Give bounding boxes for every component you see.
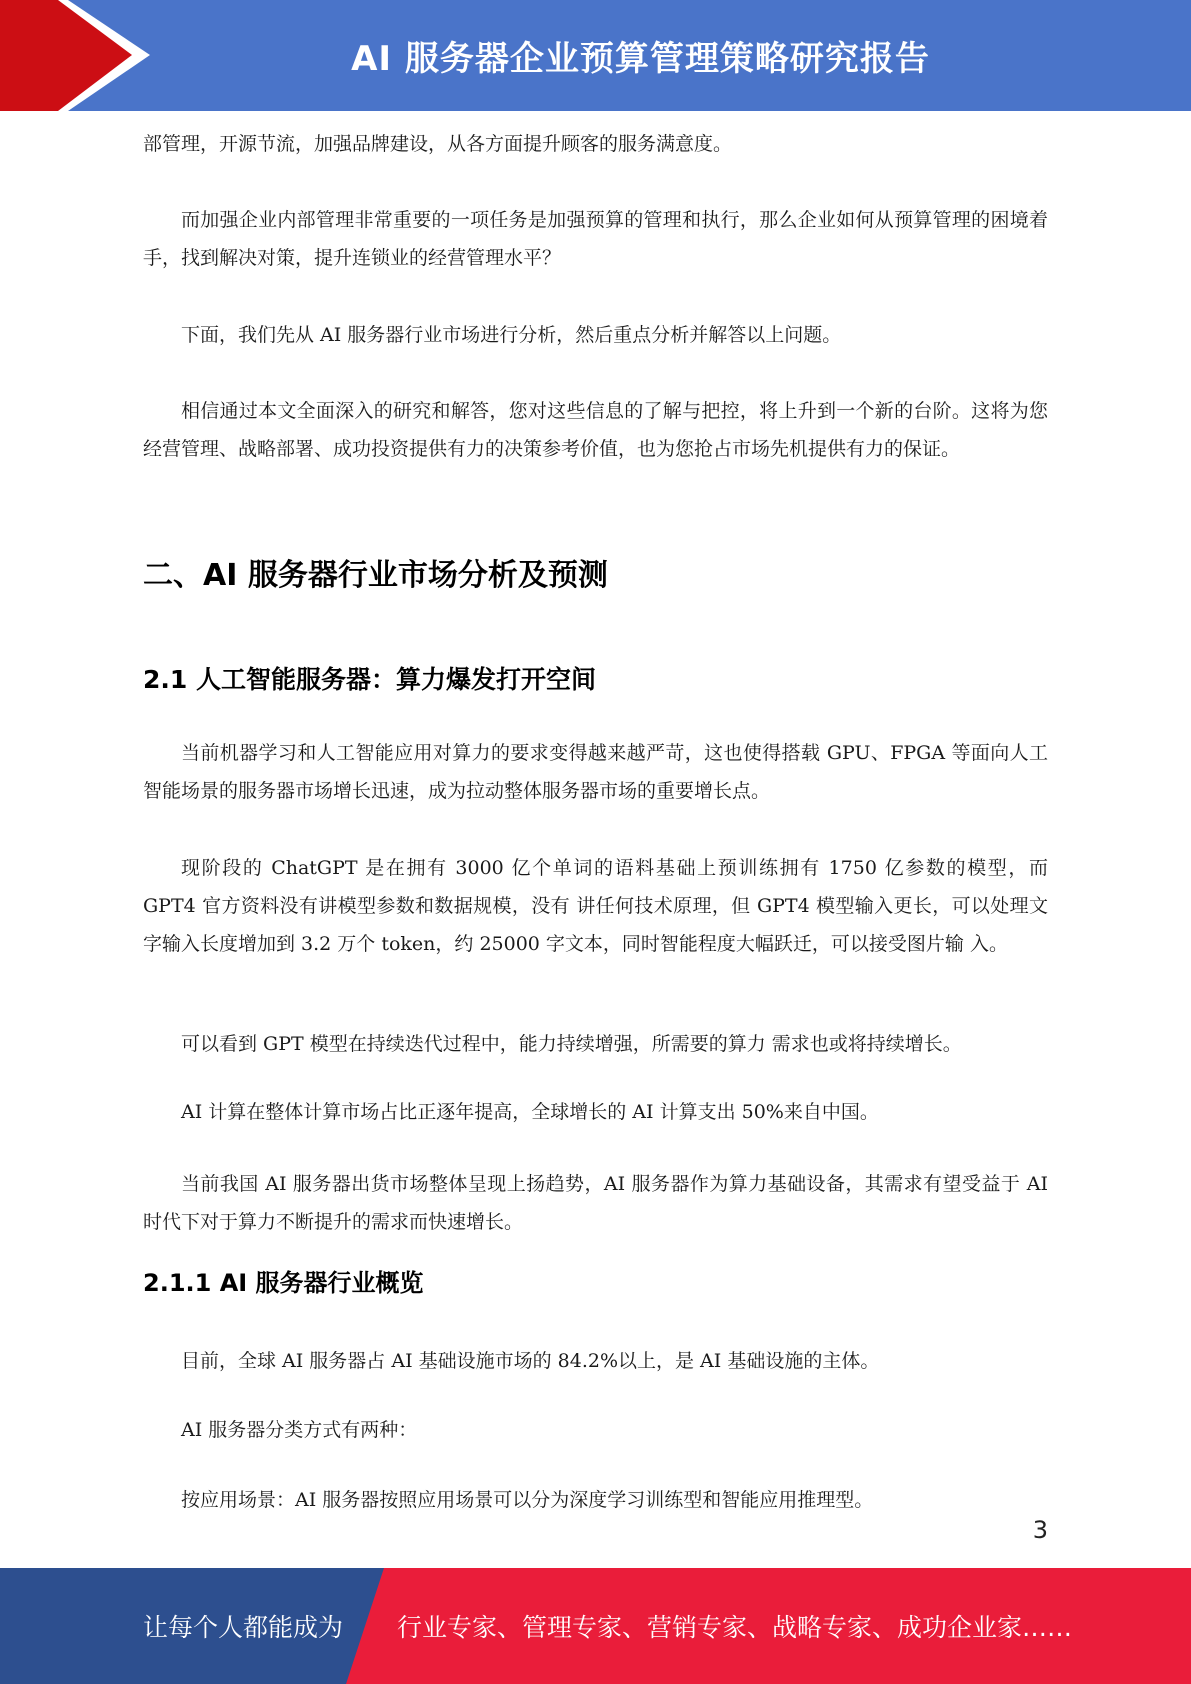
subsubsection-heading: 2.1.1 AI 服务器行业概览 xyxy=(143,1269,424,1297)
paragraph: AI 计算在整体计算市场占比正逐年提高，全球增长的 AI 计算支出 50%来自中国。 xyxy=(181,1101,879,1123)
page-number: 3 xyxy=(1032,1516,1048,1544)
section-heading: 二、AI 服务器行业市场分析及预测 xyxy=(143,558,608,593)
page-header xyxy=(0,0,1191,111)
paragraph: 按应用场景：AI 服务器按照应用场景可以分为深度学习训练型和智能应用推理型。 xyxy=(181,1489,874,1511)
paragraph: 目前，全球 AI 服务器占 AI 基础设施市场的 84.2%以上，是 AI 基础设施的主体。 xyxy=(181,1350,880,1372)
subsection-heading: 2.1 人工智能服务器：算力爆发打开空间 xyxy=(143,665,596,694)
report-title: AI 服务器企业预算管理策略研究报告 xyxy=(351,39,930,79)
paragraph: 当前机器学习和人工智能应用对算力的要求变得越来越严苛，这也使得搭载 GPU、FPGA 等面向人工智能场景的服务器市场增长迅速，成为拉动整体服务器市场的重要增长点。 xyxy=(143,742,1048,802)
paragraph: 部管理，开源节流，加强品牌建设，从各方面提升顾客的服务满意度。 xyxy=(143,133,733,155)
paragraph: 下面，我们先从 AI 服务器行业市场进行分析，然后重点分析并解答以上问题。 xyxy=(181,324,842,346)
paragraph: 而加强企业内部管理非常重要的一项任务是加强预算的管理和执行，那么企业如何从预算管理的困境着手，找到解决对策，提升连锁业的经营管理水平？ xyxy=(143,209,1048,269)
page-footer xyxy=(0,1568,1191,1684)
paragraph: AI 服务器分类方式有两种： xyxy=(181,1419,418,1441)
footer-slogan-left: 让每个人都能成为 xyxy=(143,1613,344,1642)
paragraph: 现阶段的 ChatGPT 是在拥有 3000 亿个单词的语料基础上预训练拥有 1750 亿参数的模型，而 GPT4 官方资料没有讲模型参数和数据规模，没有 讲任何技术原理，但 GPT4 模型输入更长，可以处理文字输入长度增加到 3.2 万个 token，约 25000 字文本，同时智能程度大幅跃迁，可以接受图片输 入。 xyxy=(143,857,1048,955)
footer-slogan-right: 行业专家、管理专家、营销专家、战略专家、成功企业家…… xyxy=(397,1613,1073,1642)
paragraph: 当前我国 AI 服务器出货市场整体呈现上扬趋势，AI 服务器作为算力基础设备，其需求有望受益于 AI 时代下对于算力不断提升的需求而快速增长。 xyxy=(143,1173,1048,1233)
paragraph: 相信通过本文全面深入的研究和解答，您对这些信息的了解与把控，将上升到一个新的台阶。这将为您经营管理、战略部署、成功投资提供有力的决策参考价值，也为您抢占市场先机提供有力的保证。 xyxy=(143,400,1048,460)
paragraph: 可以看到 GPT 模型在持续迭代过程中，能力持续增强，所需要的算力 需求也或将持续增长。 xyxy=(181,1033,962,1055)
